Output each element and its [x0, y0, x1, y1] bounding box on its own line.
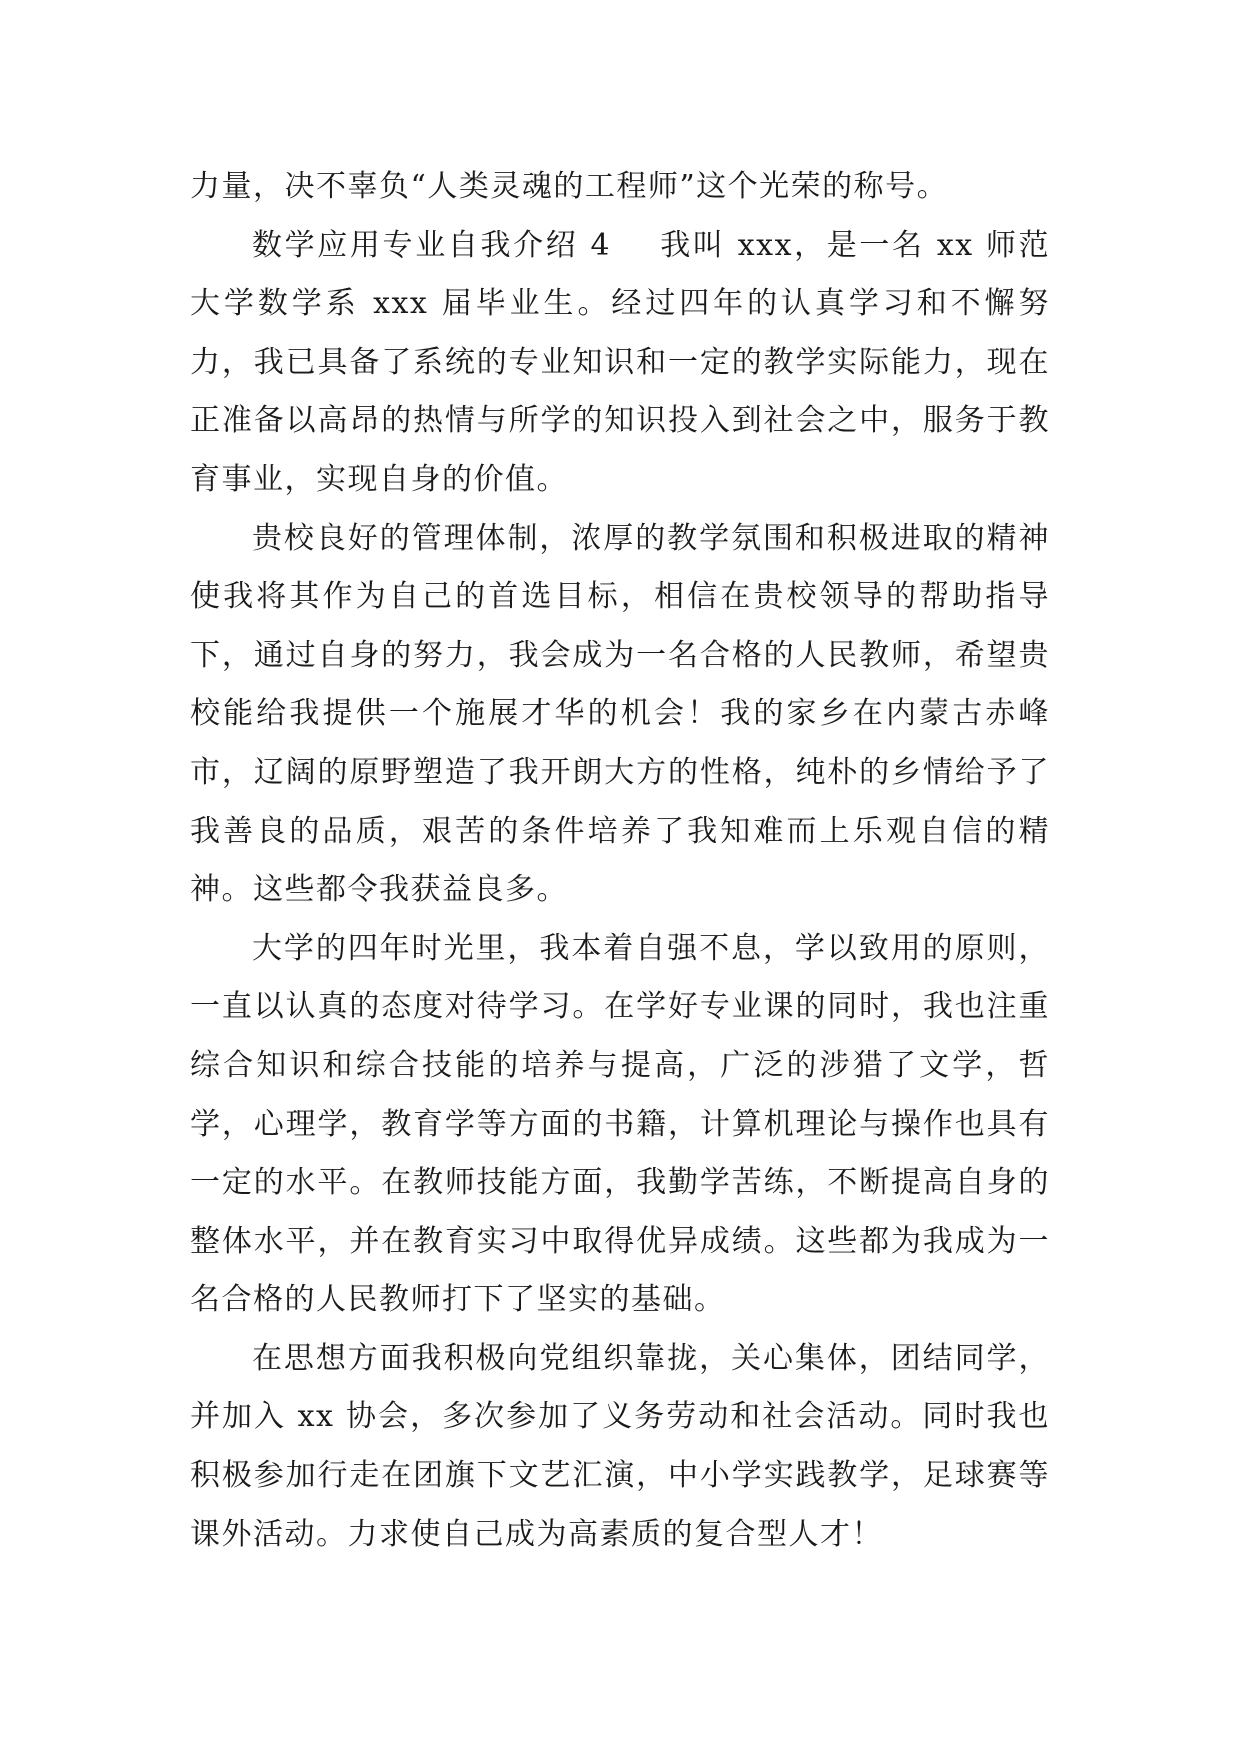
paragraph-5 [190, 1330, 1050, 1564]
paragraph-5-text: 在思想方面我积极向党组织靠拢，关心集体，团结同学，并加入 xx 协会，多次参加了义务劳动和社会活动。同时我也积极参加行走在团旗下文艺汇演，中小学实践教学，足球赛等课外活动。力求使自己成为高素质的复合型人才！ [190, 1340, 1050, 1552]
paragraph-1-text: 力量，决不辜负“人类灵魂的工程师”这个光荣的称号。 [190, 169, 949, 204]
paragraph-1 [190, 158, 1050, 217]
paragraph-2 [190, 217, 1050, 510]
paragraph-3 [190, 510, 1050, 920]
paragraph-4-text: 大学的四年时光里，我本着自强不息，学以致用的原则，一直以认真的态度对待学习。在学好专业课的同时，我也注重综合知识和综合技能的培养与提高，广泛的涉猎了文学，哲学，心理学，教育学等方面的书籍，计算机理论与操作也具有一定的水平。在教师技能方面，我勤学苦练，不断提高自身的整体水平，并在教育实习中取得优异成绩。这些都为我成为一名合格的人民教师打下了坚实的基础。 [190, 930, 1050, 1318]
paragraph-3-text: 贵校良好的管理体制，浓厚的教学氛围和积极进取的精神使我将其作为自己的首选目标，相信在贵校领导的帮助指导下，通过自身的努力，我会成为一名合格的人民教师，希望贵校能给我提供一个施展才华的机会！我的家乡在内蒙古赤峰市，辽阔的原野塑造了我开朗大方的性格，纯朴的乡情给予了我善良的品质，艰苦的条件培养了我知难而上乐观自信的精神。这些都令我获益良多。 [190, 520, 1050, 908]
document-body [190, 158, 1050, 1564]
paragraph-4 [190, 920, 1050, 1330]
section-heading: 数学应用专业自我介绍 4 [252, 227, 612, 263]
paragraph-2-text: 我叫 xxx，是一名 xx 师范大学数学系 xxx 届毕业生。经过四年的认真学习和不懈努力，我已具备了系统的专业知识和一定的教学实际能力，现在正准备以高昂的热情与所学的知识投入到社会之中，服务于教育事业，实现自身的价值。 [190, 227, 1050, 497]
